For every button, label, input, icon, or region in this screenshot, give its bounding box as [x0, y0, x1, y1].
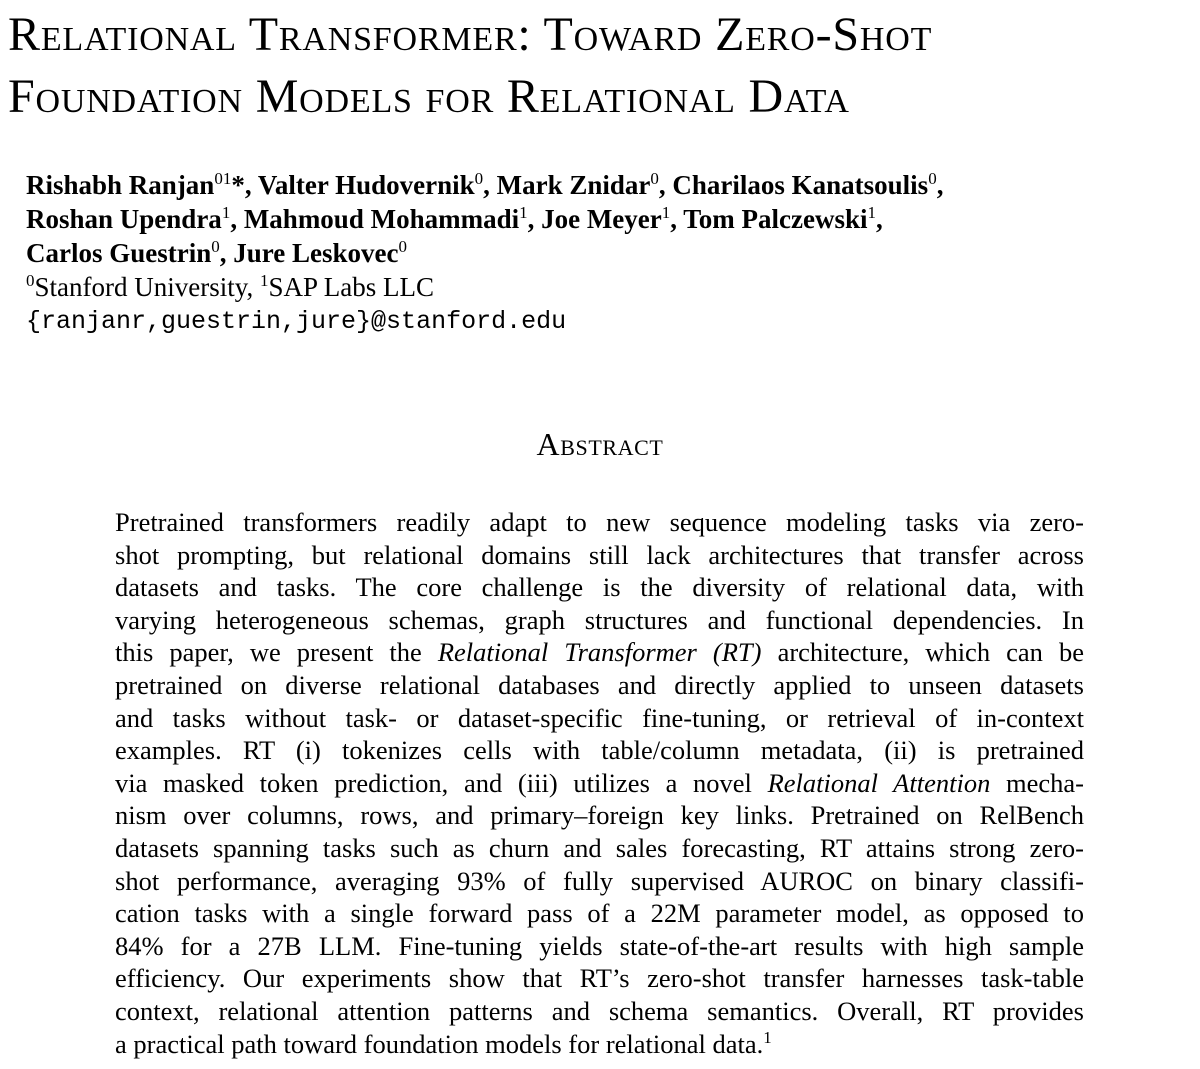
- author-affiliation-mark: 0: [928, 169, 937, 188]
- abstract-text: datasets spanning tasks such as churn and sales forecasting, RT attains strong zero-: [115, 832, 1084, 863]
- author-affiliation-mark: 0: [211, 237, 220, 256]
- abstract-text: architecture, which can be: [761, 637, 1084, 668]
- abstract-line: [115, 734, 1084, 767]
- abstract-text: examples. RT (i) tokenizes cells with table/column metadata, (ii) is pretrained: [115, 735, 1084, 766]
- author-name: Valter Hudovernik: [257, 170, 475, 200]
- abstract-text: via masked token prediction, and (iii) utilizes a novel: [115, 767, 768, 798]
- author-separator: ,: [527, 204, 542, 234]
- abstract-text: efficiency. Our experiments show that RT’s zero-shot transfer harnesses task-table: [115, 963, 1084, 994]
- abstract-heading: Abstract: [536, 426, 664, 462]
- abstract-line: [115, 865, 1084, 898]
- paper-title-line-2: Foundation Models for Relational Data: [8, 70, 850, 123]
- affiliation-name: SAP Labs LLC: [268, 272, 434, 302]
- author-affiliation-mark: 1: [661, 203, 671, 222]
- abstract-line: [115, 897, 1084, 930]
- abstract-emphasis: Relational Transformer (RT): [437, 637, 762, 668]
- author-line-3: [26, 236, 1186, 270]
- author-block: [26, 168, 1186, 340]
- abstract-line: [115, 1028, 1084, 1061]
- author-affiliation-mark: 1: [867, 203, 877, 222]
- author-name: Mark Znidar: [496, 170, 651, 200]
- abstract-body: [115, 506, 1084, 1060]
- abstract-text: context, relational attention patterns and schema semantics. Overall, RT provides: [115, 995, 1084, 1026]
- author-affiliation-mark: 0: [474, 169, 484, 188]
- footnote-marker: 1: [763, 1027, 772, 1047]
- affiliation-name: Stanford University,: [34, 272, 260, 302]
- paper-title-line-1: Relational Transformer: Toward Zero-Shot: [8, 8, 933, 61]
- abstract-text: cation tasks with a single forward pass of a 22M parameter model, as opposed to: [115, 898, 1084, 929]
- author-name: Roshan Upendra: [26, 204, 222, 234]
- abstract-line: [115, 571, 1084, 604]
- author-separator: ,: [219, 238, 234, 268]
- abstract-line: [115, 636, 1084, 669]
- author-name: Tom Palczewski: [683, 204, 868, 234]
- author-separator: ,: [658, 170, 673, 200]
- author-affiliation-mark: 01: [214, 169, 232, 188]
- author-separator: ,: [244, 170, 258, 200]
- abstract-text: shot performance, averaging 93% of fully supervised AUROC on binary classifi-: [115, 865, 1084, 896]
- abstract-line: [115, 767, 1084, 800]
- abstract-text: Pretrained transformers readily adapt to new sequence modeling tasks via zero-: [115, 507, 1084, 537]
- abstract-line: [115, 995, 1084, 1028]
- abstract-text: nism over columns, rows, and primary–foreign key links. Pretrained on RelBench: [115, 800, 1084, 831]
- affiliations: [26, 270, 1186, 304]
- abstract-emphasis: Relational Attention: [767, 767, 991, 798]
- paper-title: [8, 4, 1198, 128]
- abstract-line: [115, 604, 1084, 637]
- author-name: Joe Meyer: [541, 204, 662, 234]
- author-line-2: [26, 202, 1186, 236]
- author-separator: ,: [876, 204, 883, 234]
- author-line-1: [26, 168, 1186, 202]
- abstract-text: this paper, we present the: [115, 637, 438, 668]
- author-name: Carlos Guestrin: [26, 238, 212, 268]
- abstract-text: 84% for a 27B LLM. Fine-tuning yields state-of-the-art results with high sample: [115, 930, 1084, 961]
- author-separator: ,: [483, 170, 497, 200]
- author-email: {ranjanr,guestrin,jure}@stanford.edu: [26, 307, 567, 336]
- abstract-text: shot prompting, but relational domains still lack architectures that transfer across: [115, 539, 1084, 570]
- author-affiliation-mark: 0: [398, 237, 407, 256]
- abstract-text: and tasks without task- or dataset-specific fine-tuning, or retrieval of in-context: [115, 702, 1084, 733]
- corresponding-author-mark: *: [231, 170, 245, 200]
- abstract-line: [115, 799, 1084, 832]
- abstract-text: datasets and tasks. The core challenge is the diversity of relational data, with: [115, 572, 1084, 603]
- abstract-line: [115, 930, 1084, 963]
- author-name: Mahmoud Mohammadi: [243, 204, 520, 234]
- abstract-line: [115, 539, 1084, 572]
- abstract-line: [115, 832, 1084, 865]
- author-name: Jure Leskovec: [233, 238, 399, 268]
- author-separator: ,: [230, 204, 244, 234]
- author-affiliation-mark: 0: [650, 169, 659, 188]
- abstract-line: [115, 669, 1084, 702]
- author-separator: ,: [670, 204, 684, 234]
- abstract-line: [115, 962, 1084, 995]
- abstract-text: a practical path toward foundation models for relational data.: [115, 1028, 764, 1059]
- abstract-text: mecha-: [990, 767, 1084, 798]
- affiliation-mark: 1: [259, 271, 269, 290]
- affiliation-mark: 0: [26, 271, 35, 290]
- abstract-line: [115, 506, 1084, 539]
- author-name: Rishabh Ranjan: [26, 170, 215, 200]
- author-affiliation-mark: 1: [221, 203, 231, 222]
- abstract-text: pretrained on diverse relational databases and directly applied to unseen datasets: [115, 669, 1084, 700]
- abstract-text: varying heterogeneous schemas, graph structures and functional dependencies. In: [115, 604, 1084, 635]
- author-name: Charilaos Kanatsoulis: [672, 170, 929, 200]
- author-affiliation-mark: 1: [519, 203, 528, 222]
- author-separator: ,: [936, 170, 944, 200]
- abstract-line: [115, 702, 1084, 735]
